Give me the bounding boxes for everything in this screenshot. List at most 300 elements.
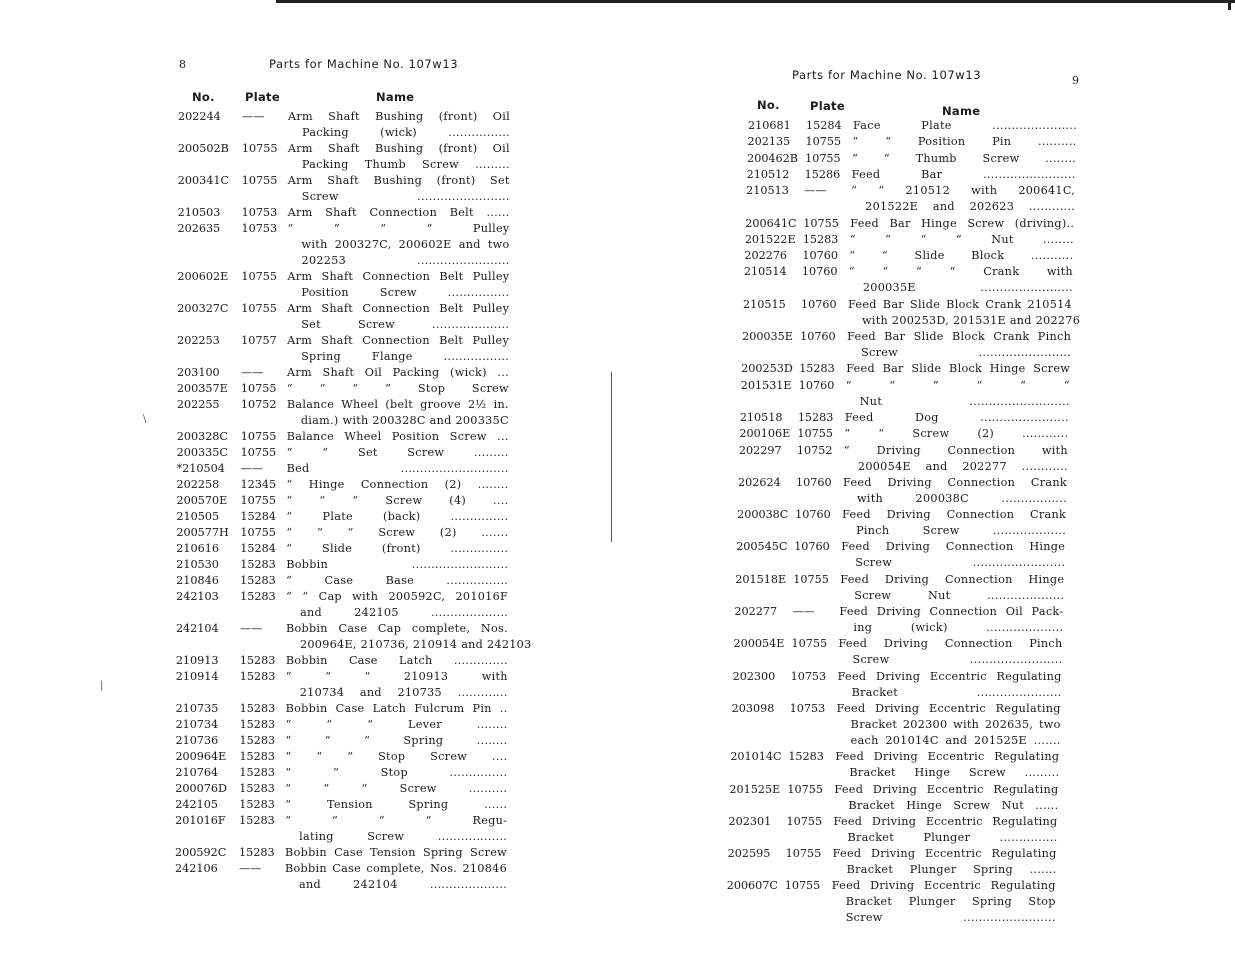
plate-number: 10755 bbox=[240, 382, 277, 395]
part-name-line: “ “ “ “ Nut ........ bbox=[849, 232, 1074, 246]
part-name bbox=[286, 493, 508, 509]
part-name-line: “ “ “ Spring ........ bbox=[285, 734, 508, 747]
part-name bbox=[849, 248, 1073, 264]
part-number: 200607C bbox=[726, 879, 778, 893]
part-name bbox=[287, 477, 509, 493]
plate-number: 10755 bbox=[797, 427, 833, 441]
part-name-line: diam.) with 200328C and 200335C bbox=[300, 414, 509, 427]
part-name bbox=[851, 183, 1075, 215]
plate-number: 10755 bbox=[791, 637, 828, 651]
part-name bbox=[847, 297, 1081, 329]
part-name-line: Feed Bar Slide Block Crank Pinch bbox=[847, 330, 1072, 343]
plate-number: 15283 bbox=[239, 750, 276, 763]
part-name bbox=[833, 846, 1057, 878]
part-number: 210764 bbox=[175, 766, 219, 779]
part-name bbox=[842, 507, 1066, 539]
plate-number: 10755 bbox=[784, 879, 821, 893]
plate-number: 10755 bbox=[240, 494, 277, 507]
part-number: 202624 bbox=[738, 475, 781, 489]
plate-number: —— bbox=[242, 110, 265, 123]
part-name bbox=[285, 797, 507, 813]
part-name-line: Feed Driving Eccentric Regulating bbox=[834, 782, 1059, 796]
plate-number: 15283 bbox=[239, 734, 276, 747]
part-name-line: “ “ Stop ............... bbox=[285, 766, 508, 779]
part-name bbox=[853, 134, 1077, 150]
part-name-line: Arm Shaft Connection Belt Pulley bbox=[287, 302, 510, 315]
part-name-line: Screw ........................ bbox=[852, 653, 1063, 667]
part-name bbox=[285, 813, 507, 845]
part-name-line: “ “ “ “ Crank with bbox=[848, 265, 1073, 279]
plate-number: 15283 bbox=[239, 798, 275, 811]
part-name bbox=[286, 717, 508, 733]
part-number: 200592C bbox=[175, 846, 227, 859]
plate-number: 10755 bbox=[240, 526, 276, 539]
part-name-line: 210734 and 210735 ............. bbox=[299, 686, 508, 699]
part-name-line: Screw ........................ bbox=[861, 346, 1072, 359]
plate-number: 15283 bbox=[239, 782, 275, 795]
part-number: 200076D bbox=[175, 782, 227, 795]
part-name bbox=[840, 572, 1064, 604]
plate-number: 10755 bbox=[240, 430, 277, 443]
plate-number: 15283 bbox=[788, 750, 824, 764]
part-name bbox=[841, 539, 1065, 571]
part-name-line: “ “ “ Stop Screw .... bbox=[285, 750, 508, 763]
part-number: 210913 bbox=[175, 654, 219, 667]
part-name-line: Balance Wheel (belt groove 2½ in. bbox=[286, 398, 509, 411]
part-name-line: Pinch Screw ................... bbox=[856, 524, 1067, 538]
part-name bbox=[286, 541, 508, 557]
part-name-line: Feed Driving Connection Hinge bbox=[840, 572, 1065, 586]
plate-number: 10760 bbox=[798, 378, 835, 392]
part-name-line: “ Case Base ................ bbox=[286, 574, 509, 587]
part-name-line: Feed Driving Connection Crank bbox=[842, 508, 1067, 522]
plate-number: 10760 bbox=[796, 475, 832, 489]
part-name bbox=[287, 445, 509, 461]
plate-number: 10755 bbox=[793, 572, 829, 586]
plate-number: —— bbox=[240, 366, 264, 379]
plate-number: 10755 bbox=[241, 302, 277, 315]
plate-number: 15283 bbox=[239, 718, 276, 731]
part-name bbox=[285, 621, 532, 653]
part-name bbox=[288, 205, 510, 221]
part-name bbox=[844, 443, 1068, 475]
plate-number: 10755 bbox=[241, 174, 278, 187]
part-number: 210530 bbox=[176, 558, 219, 571]
part-name bbox=[849, 264, 1073, 296]
part-number: 202258 bbox=[176, 478, 220, 491]
plate-number: 10757 bbox=[241, 334, 277, 347]
plate-number: 15284 bbox=[240, 542, 276, 555]
book-gutter-line bbox=[611, 372, 612, 542]
part-name-line: with 200327C, 200602E and two bbox=[301, 238, 510, 251]
part-name-line: Packing Thumb Screw ......... bbox=[301, 158, 510, 171]
part-name-line: “ “ Position Pin .......... bbox=[852, 135, 1077, 149]
part-name bbox=[834, 814, 1058, 846]
part-name-line: Feed Bar Hinge Screw (driving).. bbox=[850, 216, 1075, 230]
part-name-line: Bobbin Case complete, Nos. 210846 bbox=[284, 862, 507, 875]
part-name-line: 200054E and 202277 ............ bbox=[857, 459, 1068, 473]
plate-number: 15283 bbox=[239, 814, 275, 827]
part-name bbox=[846, 378, 1070, 410]
part-name-line: 202253 ........................ bbox=[301, 254, 510, 267]
part-number: 210503 bbox=[177, 206, 221, 219]
part-name bbox=[285, 749, 507, 765]
part-number: 202255 bbox=[176, 398, 220, 411]
part-number: 210735 bbox=[175, 702, 219, 715]
part-name-line: Arm Shaft Bushing (front) Set bbox=[287, 174, 510, 187]
part-name-line: with 200038C ................. bbox=[857, 491, 1067, 505]
part-name-line: Feed Bar Slide Block Crank 210514 bbox=[847, 297, 1072, 311]
part-name-line: “ “ Cap with 200592C, 201016F bbox=[286, 590, 509, 603]
plate-number: 15283 bbox=[799, 362, 835, 376]
plate-number: 10755 bbox=[787, 782, 824, 796]
plate-number: 15283 bbox=[239, 846, 275, 859]
part-name-line: Feed Driving Connection Pinch bbox=[838, 637, 1063, 651]
part-number: 210505 bbox=[176, 510, 220, 523]
part-name bbox=[853, 118, 1077, 134]
plate-number: 10755 bbox=[805, 135, 842, 149]
part-number: 210616 bbox=[176, 542, 219, 555]
part-name-line: Arm Shaft Connection Belt Pulley bbox=[287, 270, 510, 283]
part-name bbox=[285, 861, 507, 893]
part-name-line: 201522E and 202623 ............ bbox=[865, 200, 1076, 214]
part-name bbox=[287, 397, 509, 429]
part-name-line: Feed Bar ........................ bbox=[851, 167, 1076, 181]
part-number: 242103 bbox=[176, 590, 219, 603]
column-header-name-right: Name bbox=[942, 104, 981, 118]
part-number: 210846 bbox=[176, 574, 219, 587]
part-name bbox=[843, 475, 1067, 507]
part-name-line: Bracket Plunger ............... bbox=[847, 830, 1058, 844]
part-name-line: each 201014C and 201525E ....... bbox=[850, 733, 1061, 747]
part-name-line: Bracket Plunger Spring ....... bbox=[846, 863, 1057, 877]
plate-number: 10760 bbox=[800, 297, 837, 311]
part-name-line: “ “ Thumb Screw ........ bbox=[852, 151, 1077, 165]
part-number: 200054E bbox=[733, 637, 785, 651]
part-number: 200602E bbox=[177, 270, 229, 283]
part-name-line: “ “ 210512 with 200641C, bbox=[851, 184, 1076, 198]
part-name bbox=[839, 604, 1063, 636]
part-name-line: “ Hinge Connection (2) ........ bbox=[286, 478, 509, 491]
part-name-line: and 242104 .................... bbox=[298, 878, 507, 891]
part-name-line: “ Slide (front) ............... bbox=[286, 542, 509, 555]
scan-speck: \ bbox=[143, 414, 147, 425]
part-number: 202276 bbox=[744, 249, 788, 263]
part-name-line: Feed Driving Eccentric Regulating bbox=[837, 669, 1062, 683]
part-name-line: “ Tension Spring ...... bbox=[285, 798, 508, 811]
part-name-line: Nut .......................... bbox=[859, 394, 1070, 408]
part-name bbox=[852, 167, 1076, 183]
column-header-name-left: Name bbox=[376, 90, 415, 104]
part-number: 202244 bbox=[178, 110, 221, 123]
part-name bbox=[852, 151, 1076, 167]
part-name bbox=[287, 381, 509, 397]
part-number: 200964E bbox=[175, 750, 227, 763]
plate-number: 10755 bbox=[241, 270, 277, 283]
plate-number: 15284 bbox=[240, 510, 276, 523]
part-name-line: 200035E ........................ bbox=[862, 281, 1073, 295]
plate-number: 15283 bbox=[240, 558, 276, 571]
part-name bbox=[285, 781, 507, 797]
part-number: 242106 bbox=[174, 862, 218, 875]
part-number: 200502B bbox=[177, 142, 229, 155]
part-number: *210504 bbox=[176, 462, 225, 475]
part-number: 200570E bbox=[176, 494, 228, 507]
part-name bbox=[286, 509, 508, 525]
part-name-line: ing (wick) .................... bbox=[853, 621, 1064, 634]
plate-number: 15284 bbox=[806, 119, 842, 132]
part-number: 202297 bbox=[738, 443, 782, 457]
part-name-line: Bracket 202300 with 202635, two bbox=[850, 717, 1061, 731]
part-number: 202253 bbox=[177, 334, 220, 347]
plate-number: 10753 bbox=[241, 206, 278, 219]
part-name-line: Position Screw ................ bbox=[301, 286, 510, 299]
part-number: 202595 bbox=[727, 847, 771, 861]
part-name-line: Arm Shaft Connection Belt ...... bbox=[287, 206, 510, 219]
plate-number: 10755 bbox=[786, 814, 823, 828]
scan-top-border bbox=[276, 0, 1235, 3]
part-number: 202135 bbox=[747, 135, 791, 149]
part-name bbox=[832, 878, 1056, 926]
part-name-line: Balance Wheel Position Screw ... bbox=[286, 430, 509, 443]
part-number: 210515 bbox=[742, 297, 786, 311]
plate-number: 10752 bbox=[240, 398, 277, 411]
plate-number: 15283 bbox=[239, 702, 276, 715]
part-name-line: Feed Bar Slide Block Hinge Screw bbox=[846, 362, 1071, 376]
part-name-line: Feed Dog ....................... bbox=[844, 410, 1069, 424]
part-name bbox=[286, 573, 508, 589]
plate-number: —— bbox=[792, 605, 815, 618]
part-name bbox=[838, 636, 1062, 668]
plate-number: 10755 bbox=[240, 446, 277, 459]
plate-number: 12345 bbox=[240, 478, 277, 491]
part-name bbox=[286, 653, 508, 669]
part-number: 210914 bbox=[175, 670, 219, 683]
column-header-plate-right: Plate bbox=[810, 99, 845, 113]
part-number: 210518 bbox=[739, 410, 783, 424]
part-name-line: “ “ “ “ Pulley bbox=[287, 222, 510, 235]
part-name bbox=[837, 701, 1061, 749]
part-name bbox=[288, 221, 510, 269]
part-number: 201518E bbox=[735, 572, 787, 586]
part-name-line: Bracket Hinge Screw Nut ...... bbox=[848, 798, 1059, 812]
part-name bbox=[847, 329, 1071, 361]
plate-number: 10753 bbox=[789, 701, 826, 715]
part-name-line: Bobbin ......................... bbox=[286, 558, 509, 571]
plate-number: 15283 bbox=[239, 654, 276, 667]
part-name-line: Bobbin Case Cap complete, Nos. bbox=[285, 622, 508, 635]
part-name-line: “ “ “ Screw .......... bbox=[285, 782, 508, 795]
part-name-line: Feed Driving Eccentric Regulating bbox=[831, 879, 1056, 893]
part-name-line: Bobbin Case Latch Fulcrum Pin .. bbox=[285, 702, 508, 715]
part-name-line: Feed Driving Connection Hinge bbox=[841, 540, 1066, 554]
part-name-line: Screw Nut .................... bbox=[854, 588, 1065, 602]
part-name bbox=[287, 269, 509, 301]
part-number: 200038C bbox=[737, 508, 789, 522]
plate-number: 10760 bbox=[800, 330, 836, 343]
plate-number: 10755 bbox=[785, 847, 822, 861]
part-name-line: Packing (wick) ................ bbox=[302, 126, 510, 139]
part-number: 202635 bbox=[177, 222, 221, 235]
part-number: 210514 bbox=[743, 265, 787, 279]
plate-number: 15286 bbox=[804, 167, 841, 181]
part-number: 202300 bbox=[732, 669, 776, 683]
part-name-line: “ “ “ Screw (4) .... bbox=[286, 494, 509, 507]
part-name-line: Screw ........................ bbox=[855, 556, 1066, 570]
part-number: 200253D bbox=[741, 362, 793, 376]
part-number: 203100 bbox=[176, 366, 220, 379]
part-name bbox=[286, 557, 508, 573]
part-number: 210681 bbox=[748, 119, 791, 132]
part-name bbox=[838, 669, 1062, 701]
part-name-line: Feed Driving Connection Oil Pack- bbox=[839, 605, 1064, 618]
part-name-line: Bracket ...................... bbox=[851, 685, 1062, 699]
part-number: 200641C bbox=[745, 216, 797, 230]
part-name-line: “ “ “ “ Stop Screw bbox=[286, 382, 509, 395]
part-name bbox=[286, 525, 508, 541]
plate-number: 10753 bbox=[241, 222, 278, 235]
part-name-line: “ “ “ Lever ........ bbox=[285, 718, 508, 731]
part-name-line: and 242105 .................... bbox=[300, 606, 509, 619]
part-number: 210736 bbox=[175, 734, 219, 747]
part-number: 200341C bbox=[177, 174, 230, 187]
part-name-line: Arm Shaft Connection Belt Pulley bbox=[287, 334, 510, 347]
part-name-line: Feed Driving Eccentric Regulating bbox=[836, 701, 1061, 715]
part-name-line: Feed Driving Eccentric Regulating bbox=[833, 814, 1058, 828]
plate-number: 10760 bbox=[794, 540, 830, 554]
part-number: 202301 bbox=[728, 814, 772, 828]
part-name-line: with 200253D, 201531E and 202276 bbox=[861, 313, 1081, 327]
plate-number: 10755 bbox=[803, 216, 839, 230]
part-number: 202277 bbox=[734, 605, 778, 618]
part-name-line: Bobbin Case Latch .............. bbox=[285, 654, 508, 667]
plate-number: —— bbox=[240, 462, 263, 475]
part-number: 200035E bbox=[742, 330, 793, 343]
part-number: 201016F bbox=[175, 814, 226, 827]
part-name-line: “ “ “ “ Regu- bbox=[285, 814, 508, 827]
part-name bbox=[287, 333, 509, 365]
part-number: 200335C bbox=[176, 446, 228, 459]
part-name bbox=[286, 701, 508, 717]
part-name-line: Arm Shaft Bushing (front) Oil bbox=[287, 142, 510, 155]
scan-corner-mark bbox=[1228, 0, 1231, 10]
plate-number: 10755 bbox=[241, 142, 278, 155]
part-name-line: Bed ............................ bbox=[286, 462, 509, 475]
part-name-line: Bobbin Case Tension Spring Screw bbox=[285, 846, 508, 859]
part-number: 242104 bbox=[175, 622, 219, 635]
part-number: 200106E bbox=[739, 427, 791, 441]
part-name-line: Screw ........................ bbox=[301, 190, 510, 203]
part-name bbox=[286, 589, 508, 621]
page-number-left: 8 bbox=[179, 58, 186, 71]
part-number: 201531E bbox=[740, 378, 792, 392]
column-header-no-right: No. bbox=[757, 98, 780, 112]
part-name-line: “ “ Screw (2) ............ bbox=[844, 427, 1069, 441]
part-number: 200357E bbox=[176, 382, 228, 395]
plate-number: 15283 bbox=[240, 590, 276, 603]
part-name-line: Face Plate ...................... bbox=[853, 119, 1077, 132]
part-name bbox=[287, 301, 509, 333]
part-name bbox=[285, 765, 507, 781]
part-name-line: Feed Driving Connection Crank bbox=[843, 475, 1067, 489]
plate-number: —— bbox=[239, 622, 263, 635]
part-number: 200327C bbox=[177, 302, 229, 315]
column-header-no-left: No. bbox=[192, 90, 215, 104]
part-name bbox=[286, 669, 508, 701]
page-title-right: Parts for Machine No. 107w13 bbox=[792, 68, 982, 82]
part-name-line: Bracket Hinge Screw ......... bbox=[849, 766, 1060, 780]
part-number: 201525E bbox=[729, 782, 781, 796]
plate-number: —— bbox=[804, 184, 827, 198]
part-number: 201014C bbox=[730, 750, 782, 764]
part-name-line: 200964E, 210736, 210914 and 242103 bbox=[299, 638, 532, 651]
part-name bbox=[287, 365, 509, 381]
plate-number: 10752 bbox=[796, 443, 833, 457]
part-name-line: “ “ “ 210913 with bbox=[285, 670, 508, 683]
part-number: 203098 bbox=[731, 701, 775, 715]
part-name-line: “ “ “ Screw (2) ....... bbox=[286, 526, 509, 539]
part-number: 210734 bbox=[175, 718, 219, 731]
part-name bbox=[850, 216, 1074, 232]
part-number: 242105 bbox=[175, 798, 218, 811]
part-number: 200462B bbox=[747, 151, 799, 165]
part-name bbox=[287, 461, 509, 477]
plate-number: 15283 bbox=[240, 574, 276, 587]
part-name-line: Arm Shaft Bushing (front) Oil bbox=[288, 110, 510, 123]
part-name-line: Screw ........................ bbox=[845, 911, 1056, 925]
part-name bbox=[288, 141, 510, 173]
part-name bbox=[288, 173, 510, 205]
plate-number: 10753 bbox=[790, 669, 827, 683]
part-name-line: “ Plate (back) ............... bbox=[286, 510, 509, 523]
plate-number: —— bbox=[238, 862, 262, 875]
part-name-line: “ “ Slide Block ........... bbox=[849, 249, 1074, 263]
page-title-left: Parts for Machine No. 107w13 bbox=[269, 57, 459, 71]
plate-number: 10760 bbox=[802, 249, 838, 263]
part-name-line: “ “ Set Screw ......... bbox=[286, 446, 509, 459]
plate-number: 15283 bbox=[239, 670, 276, 683]
part-number: 210512 bbox=[746, 167, 790, 181]
part-name-line: Feed Driving Eccentric Regulating bbox=[832, 847, 1057, 861]
plate-number: 10755 bbox=[805, 151, 841, 165]
part-number: 210513 bbox=[746, 184, 789, 198]
part-name bbox=[834, 782, 1058, 814]
part-name-line: Set Screw .................... bbox=[301, 318, 510, 331]
part-name bbox=[288, 109, 510, 141]
part-number: 200577H bbox=[176, 526, 229, 539]
part-name bbox=[846, 361, 1070, 377]
scan-speck: | bbox=[100, 680, 104, 691]
part-number: 201522E bbox=[744, 232, 796, 246]
part-name-line: Spring Flange ................. bbox=[301, 350, 510, 363]
part-name bbox=[287, 429, 509, 445]
part-name-line: Arm Shaft Oil Packing (wick) ... bbox=[286, 366, 509, 379]
plate-number: 15283 bbox=[239, 766, 275, 779]
page-number-right: 9 bbox=[1072, 74, 1079, 87]
column-header-plate-left: Plate bbox=[245, 90, 280, 104]
part-name bbox=[850, 232, 1074, 248]
part-name-line: “ Driving Connection with bbox=[843, 443, 1068, 457]
part-name bbox=[835, 749, 1059, 781]
part-name-line: “ “ “ “ “ “ bbox=[845, 378, 1070, 392]
part-name-line: Feed Driving Eccentric Regulating bbox=[835, 750, 1060, 764]
part-name bbox=[285, 845, 507, 861]
part-name bbox=[844, 426, 1068, 442]
plate-number: 15283 bbox=[802, 232, 839, 246]
part-name-line: lating Screw .................. bbox=[299, 830, 508, 843]
part-number: 200328C bbox=[176, 430, 228, 443]
plate-number: 10760 bbox=[801, 265, 838, 279]
